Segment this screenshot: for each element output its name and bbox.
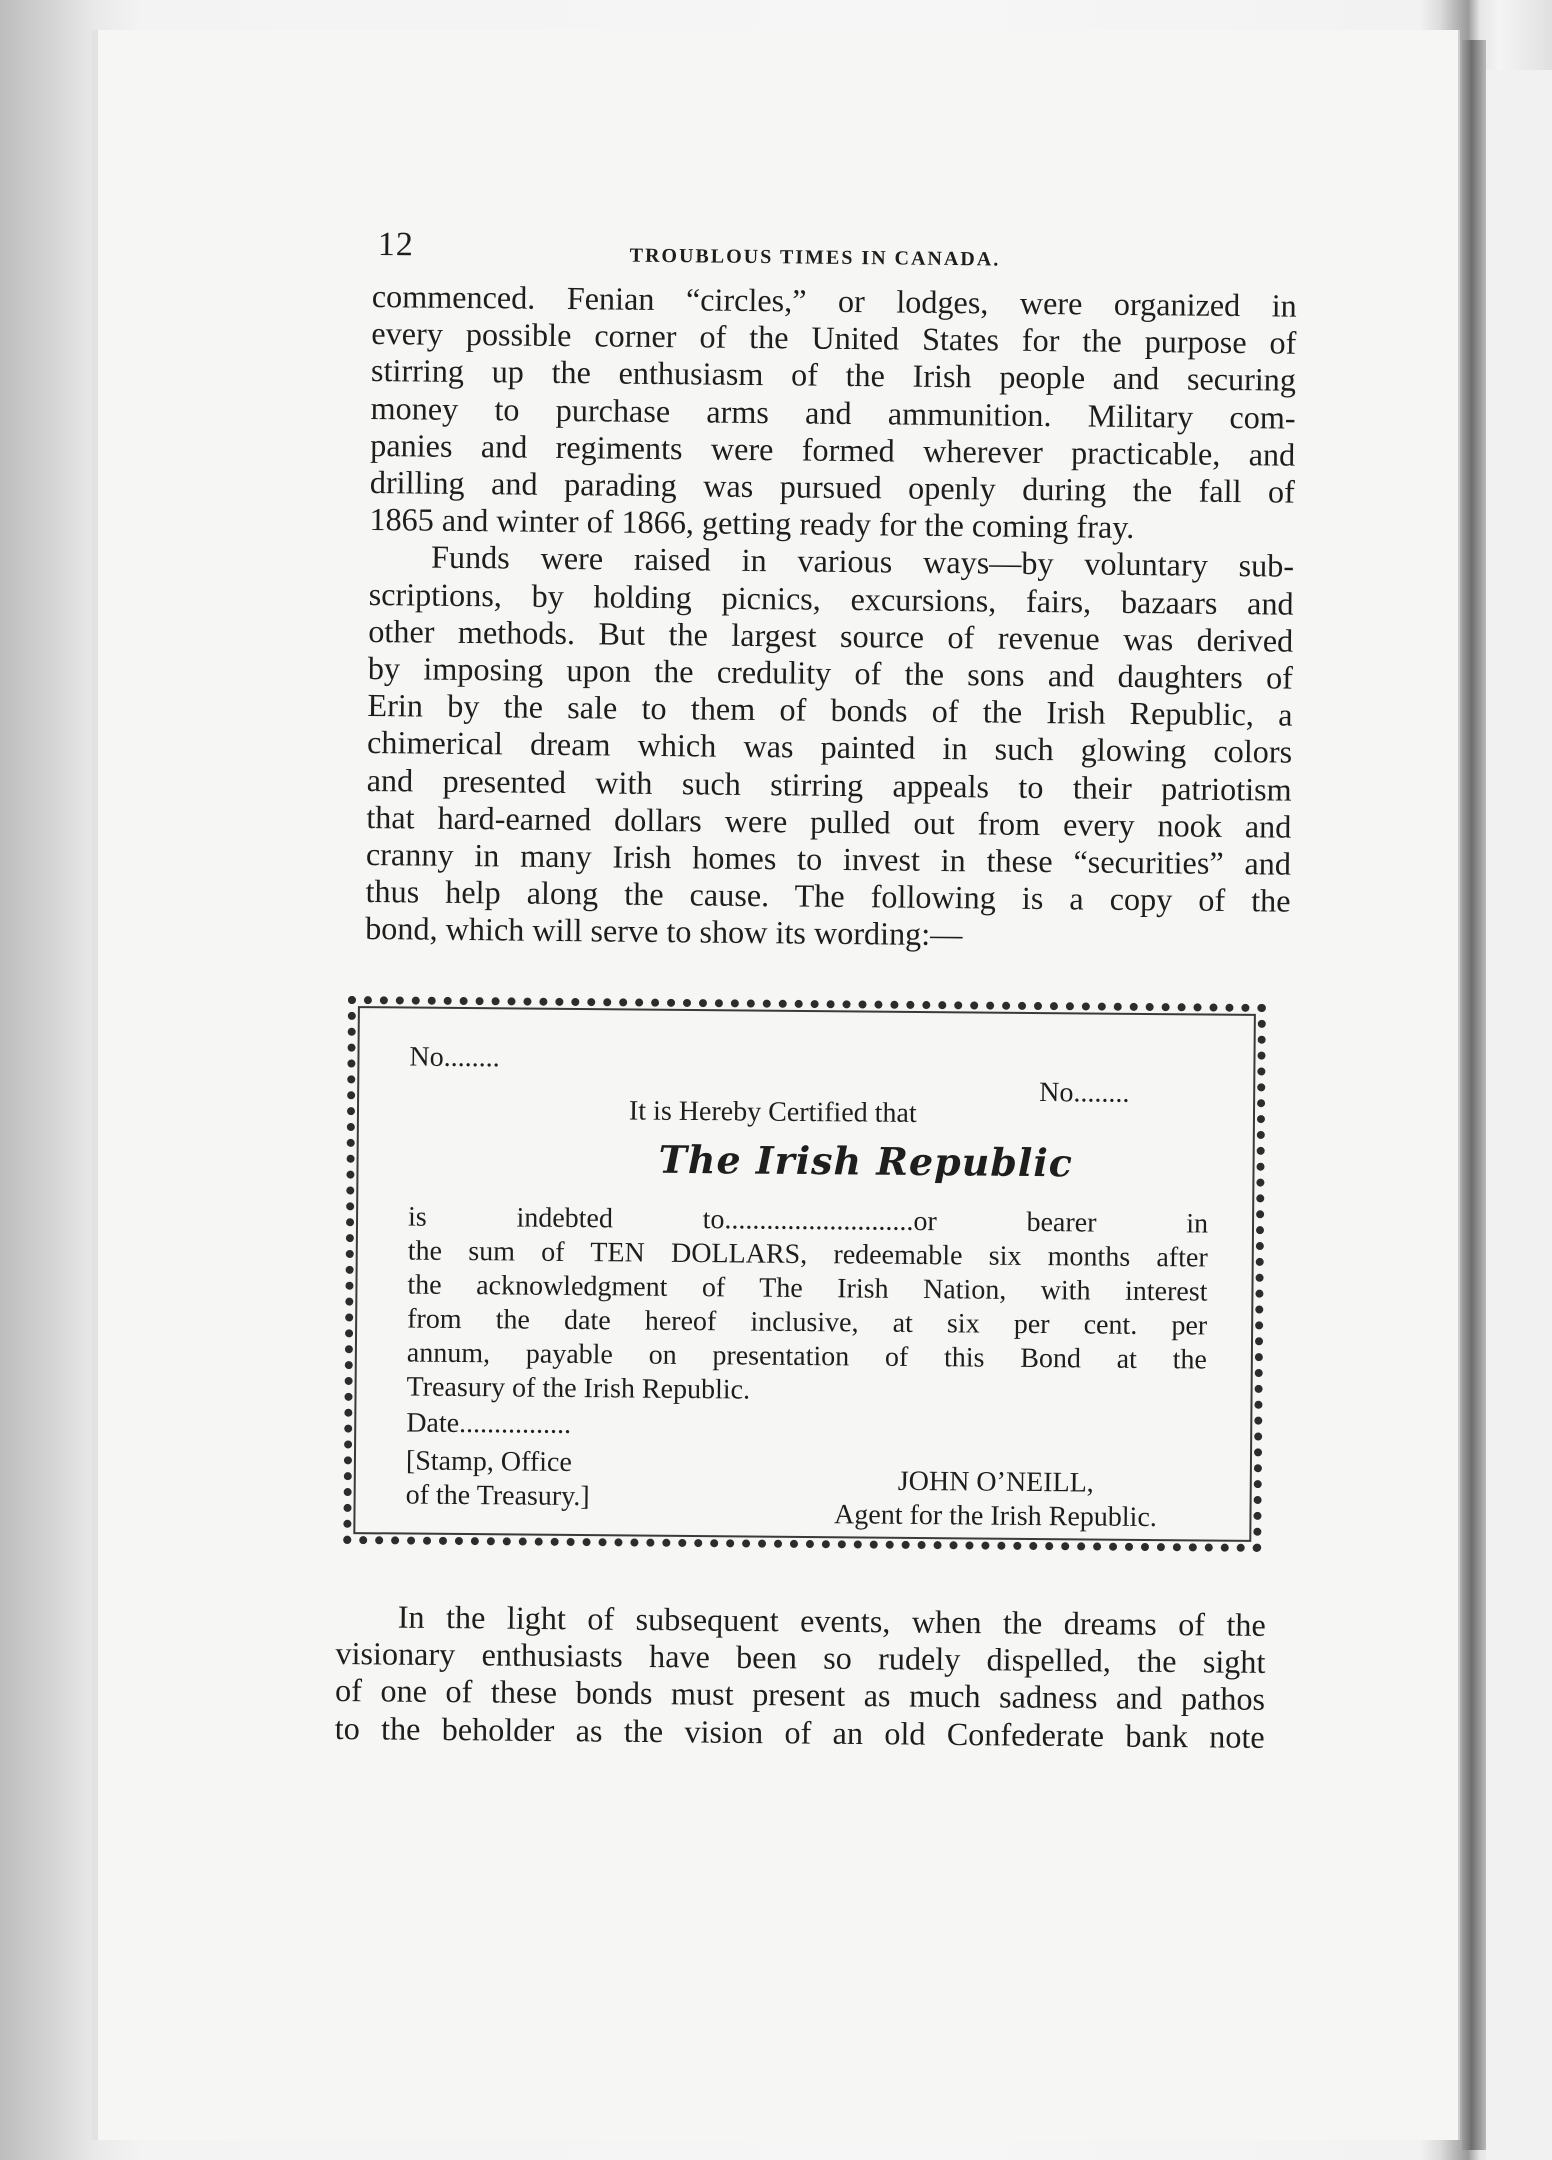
running-head: TROUBLOUS TIMES IN CANADA. bbox=[629, 244, 1001, 271]
bond-number-right: No........ bbox=[1039, 1077, 1130, 1109]
bond-stamp-note bbox=[405, 1445, 590, 1515]
text-line: Erin by the sale to them of bonds of the Irish Republic, a bbox=[367, 687, 1293, 733]
bond-text-line: from the date hereof inclusive, at six per cent. per bbox=[407, 1303, 1208, 1342]
text-line: scriptions, by holding picnics, excursions, fairs, bazaars and bbox=[368, 575, 1294, 622]
bond-facsimile bbox=[343, 996, 1266, 1552]
text-line: visionary enthusiasts have been so rudely dispelled, the sight bbox=[335, 1635, 1266, 1681]
stamp-line: [Stamp, Office bbox=[405, 1445, 572, 1478]
text-line: 1865 and winter of 1866, getting ready for the coming fray. bbox=[369, 501, 1135, 546]
page-gutter-shadow bbox=[1462, 40, 1486, 2150]
text-line: commenced. Fenian “circles,” or lodges, were organized in bbox=[371, 278, 1297, 324]
page-number: 12 bbox=[377, 226, 414, 264]
text-line: chimerical dream which was painted in such glowing colors bbox=[366, 724, 1293, 771]
text-line: every possible corner of the United States for the purpose of bbox=[371, 315, 1297, 361]
bond-body bbox=[406, 1201, 1208, 1412]
next-page-edge bbox=[1486, 70, 1552, 2160]
text-line: other methods. But the largest source of revenue was derived bbox=[368, 612, 1294, 659]
text-line: to the beholder as the vision of an old Confederate bank note bbox=[334, 1709, 1265, 1755]
bond-text-line: annum, payable on presentation of this Bond at the bbox=[406, 1337, 1207, 1376]
text-line: In the light of subsequent events, when the dreams of the bbox=[397, 1598, 1266, 1643]
text-line: Funds were raised in various ways—by voluntary sub- bbox=[430, 539, 1295, 585]
bond-text-line: the acknowledgment of The Irish Nation, with interest bbox=[407, 1269, 1208, 1308]
text-line: bond, which will serve to show its wording:— bbox=[365, 910, 963, 953]
text-line: cranny in many Irish homes to invest in these “securities” and bbox=[365, 836, 1292, 882]
bond-date: Date................ bbox=[406, 1407, 572, 1440]
text-line: and presented with such stirring appeals to their patriotism bbox=[366, 761, 1292, 808]
body-text-bottom bbox=[335, 1598, 1266, 1756]
text-line: money to purchase arms and ammunition. Military com- bbox=[370, 389, 1296, 436]
text-line: that hard-earned dollars were pulled out from every nook and bbox=[366, 798, 1292, 845]
body-text-top bbox=[365, 278, 1297, 957]
bond-text-line: Treasury of the Irish Republic. bbox=[406, 1371, 751, 1406]
text-line: stirring up the enthusiasm of the Irish people and securing bbox=[370, 352, 1297, 399]
text-line: drilling and parading was pursued openly during the fall of bbox=[369, 464, 1296, 510]
agent-name: JOHN O’NEILL, bbox=[897, 1465, 1094, 1499]
text-line: thus help along the cause. The following is a copy of the bbox=[365, 873, 1291, 919]
stamp-line: of the Treasury.] bbox=[405, 1479, 590, 1513]
text-line: of one of these bonds must present as much sadness and pathos bbox=[334, 1672, 1266, 1718]
bond-signature bbox=[775, 1464, 1216, 1536]
bond-text-line: is indebted to...........................or bearer in bbox=[407, 1201, 1209, 1240]
bond-text-line: the sum of TEN DOLLARS, redeemable six months after bbox=[407, 1235, 1208, 1274]
bond-title: The Irish Republic bbox=[658, 1136, 1074, 1186]
bond-number-left: No........ bbox=[409, 1041, 500, 1074]
bond-certified-line: It is Hereby Certified that bbox=[628, 1095, 917, 1129]
text-line: panies and regiments were formed wherever practicable, and bbox=[370, 426, 1296, 473]
agent-title: Agent for the Irish Republic. bbox=[833, 1499, 1157, 1534]
text-line: by imposing upon the credulity of the sons and daughters of bbox=[367, 650, 1294, 696]
